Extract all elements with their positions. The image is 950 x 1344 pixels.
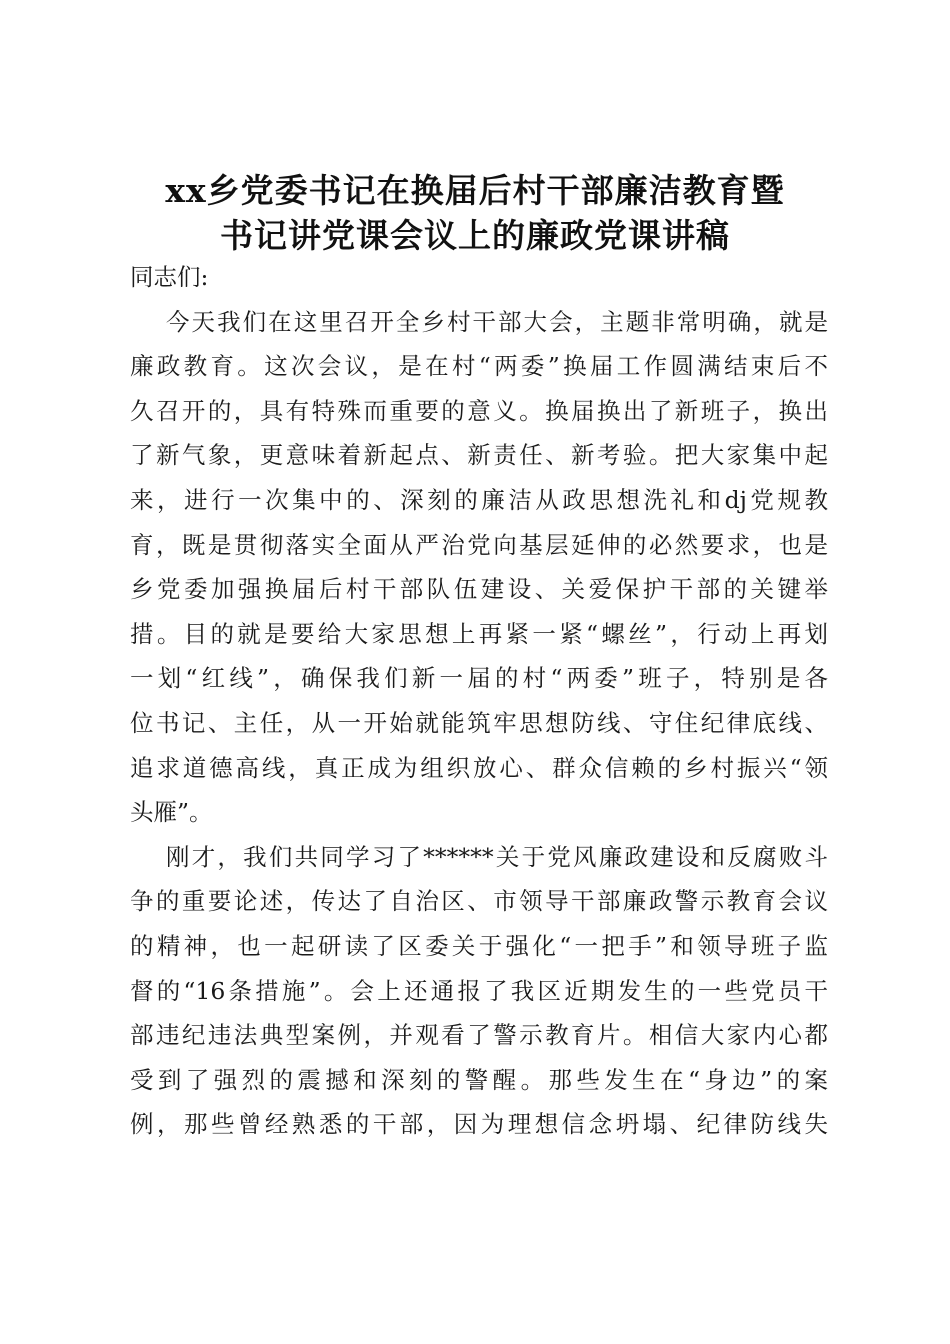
paragraph-line: 来，进行一次集中的、深刻的廉洁从政思想洗礼和dj党规教 <box>130 485 828 514</box>
paragraph-line: 头雁”。 <box>130 798 213 827</box>
paragraph-line: 久召开的，具有特殊而重要的意义。换届换出了新班子，换出 <box>130 396 828 425</box>
document-title <box>130 168 820 258</box>
title-line-1: xx乡党委书记在换届后村干部廉洁教育暨 <box>165 171 785 210</box>
paragraph-line: 了新气象，更意味着新起点、新责任、新考验。把大家集中起 <box>130 441 828 470</box>
paragraph-line: 位书记、主任，从一开始就能筑牢思想防线、守住纪律底线、 <box>130 708 828 737</box>
paragraph-line: 乡党委加强换届后村干部队伍建设、关爱保护干部的关键举 <box>130 575 828 604</box>
document-body <box>130 255 828 1147</box>
paragraph-line: 部违纪违法典型案例，并观看了警示教育片。相信大家内心都 <box>130 1021 828 1050</box>
paragraph-line: 育，既是贯彻落实全面从严治党向基层延伸的必然要求，也是 <box>130 530 828 559</box>
paragraph-line: 措。目的就是要给大家思想上再紧一紧“螺丝”，行动上再划 <box>130 619 828 648</box>
paragraph-1 <box>130 300 828 835</box>
paragraph-line: 的精神，也一起研读了区委关于强化“一把手”和领导班子监 <box>130 931 828 960</box>
paragraph-line: 追求道德高线，真正成为组织放心、群众信赖的乡村振兴“领 <box>130 753 828 782</box>
title-line-2: 书记讲党课会议上的廉政党课讲稿 <box>220 216 730 255</box>
paragraph-line: 督的“16条措施”。会上还通报了我区近期发生的一些党员干 <box>130 976 828 1005</box>
paragraph-line: 刚才，我们共同学习了******关于党风廉政建设和反腐败斗 <box>166 842 828 871</box>
paragraph-line: 争的重要论述，传达了自治区、市领导干部廉政警示教育会议 <box>130 887 828 916</box>
salutation: 同志们: <box>130 263 209 291</box>
paragraph-line: 廉政教育。这次会议，是在村“两委”换届工作圆满结束后不 <box>130 352 828 381</box>
paragraph-2 <box>130 835 828 1147</box>
paragraph-line: 今天我们在这里召开全乡村干部大会，主题非常明确，就是 <box>166 307 828 336</box>
paragraph-line: 受到了强烈的震撼和深刻的警醒。那些发生在“身边”的案 <box>130 1065 828 1094</box>
paragraph-line: 一划“红线”，确保我们新一届的村“两委”班子，特别是各 <box>130 664 828 693</box>
paragraph-line: 例，那些曾经熟悉的干部，因为理想信念坍塌、纪律防线失 <box>130 1110 828 1139</box>
